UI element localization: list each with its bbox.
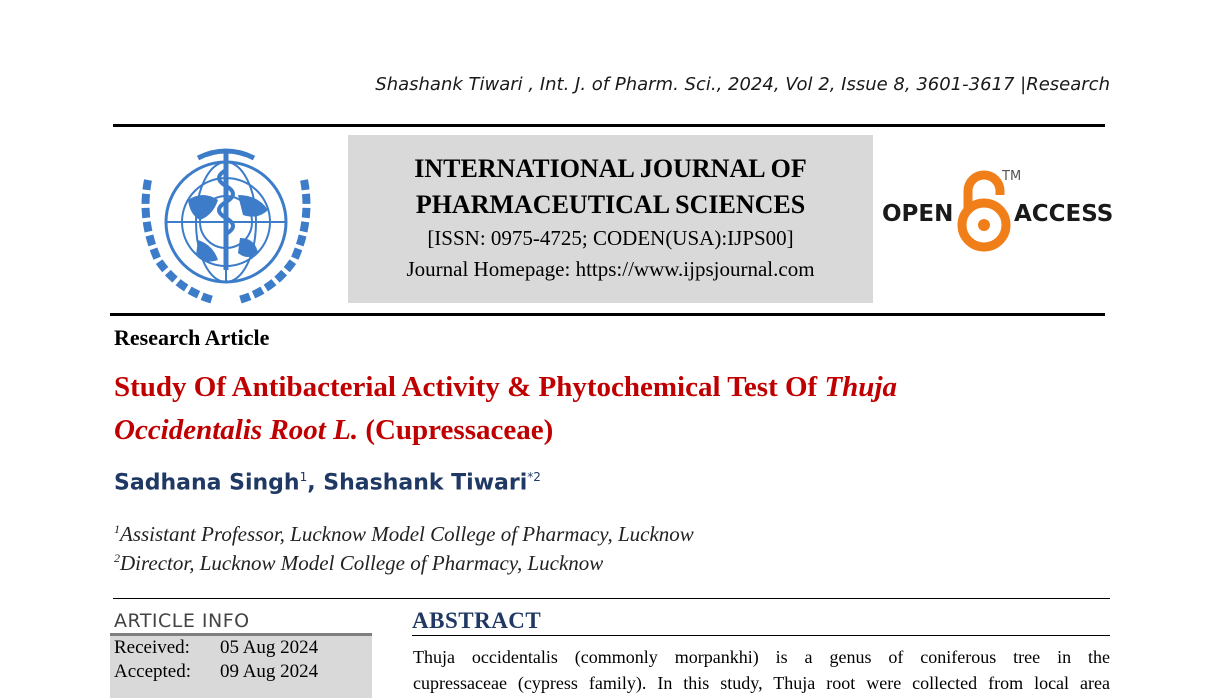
header-top-rule	[113, 124, 1105, 127]
article-info-row	[110, 660, 372, 684]
title-part2: (Cupressaceae)	[358, 414, 554, 446]
author-name[interactable]: Sadhana Singh	[114, 470, 300, 496]
author-name[interactable]: Shashank Tiwari	[323, 470, 528, 496]
article-info-heading: ARTICLE INFO	[114, 610, 250, 632]
open-access-open-text: OPEN	[882, 201, 954, 227]
article-info-value: 05 Aug 2024	[220, 637, 319, 658]
journal-title-box	[348, 135, 873, 303]
title-italic-genus: Thuja	[824, 371, 897, 403]
section-divider	[113, 598, 1110, 599]
affiliation-text: Director, Lucknow Model College of Pharmacy, Lucknow	[120, 551, 604, 575]
article-info-label: Received:	[114, 637, 190, 658]
world-health-emblem-logo	[128, 140, 324, 306]
author-separator: ,	[307, 470, 324, 496]
affiliation-sup: 2	[114, 551, 120, 565]
article-title	[114, 366, 1054, 452]
trademark-mark: TM	[1002, 169, 1022, 184]
author-sup: *2	[527, 470, 541, 484]
journal-name-line2: PHARMACEUTICAL SCIENCES	[415, 190, 806, 219]
article-info-label: Accepted:	[114, 661, 192, 682]
open-access-logo	[880, 165, 1114, 255]
running-header-citation: Shashank Tiwari , Int. J. of Pharm. Sci., 2024, Vol 2, Issue 8, 3601-3617 |Research	[375, 74, 1110, 95]
affiliation-sup: 1	[114, 522, 120, 536]
title-part1: Study Of Antibacterial Activity & Phytochemical Test Of	[114, 371, 825, 403]
affiliation-text: Assistant Professor, Lucknow Model College of Pharmacy, Lucknow	[120, 522, 694, 546]
open-access-access-text: ACCESS	[1014, 201, 1114, 227]
journal-issn: [ISSN: 0975-4725; CODEN(USA):IJPS00]	[427, 226, 794, 250]
abstract-line: cupressaceae (cypress family). In this study, Thuja root were collected from local area	[413, 673, 1110, 693]
journal-homepage[interactable]: Journal Homepage: https://www.ijpsjournal.com	[406, 257, 815, 281]
article-type: Research Article	[114, 325, 270, 350]
author-list	[114, 470, 541, 495]
abstract-body	[413, 644, 1110, 696]
abstract-line: Thuja occidentalis (commonly morpankhi) is a genus of coniferous tree in the	[413, 647, 1110, 667]
title-italic-species: Occidentalis Root L.	[114, 414, 359, 446]
abstract-heading: ABSTRACT	[412, 608, 542, 633]
article-info-box	[110, 633, 372, 698]
affiliation-2	[114, 551, 603, 576]
header-bottom-rule	[110, 313, 1105, 316]
journal-name-line1: INTERNATIONAL JOURNAL OF	[414, 154, 807, 183]
author-sup: 1	[299, 470, 308, 484]
article-info-value: 09 Aug 2024	[220, 661, 319, 682]
affiliation-1	[114, 522, 694, 547]
article-info-row	[110, 636, 372, 660]
abstract-rule	[412, 635, 1110, 636]
